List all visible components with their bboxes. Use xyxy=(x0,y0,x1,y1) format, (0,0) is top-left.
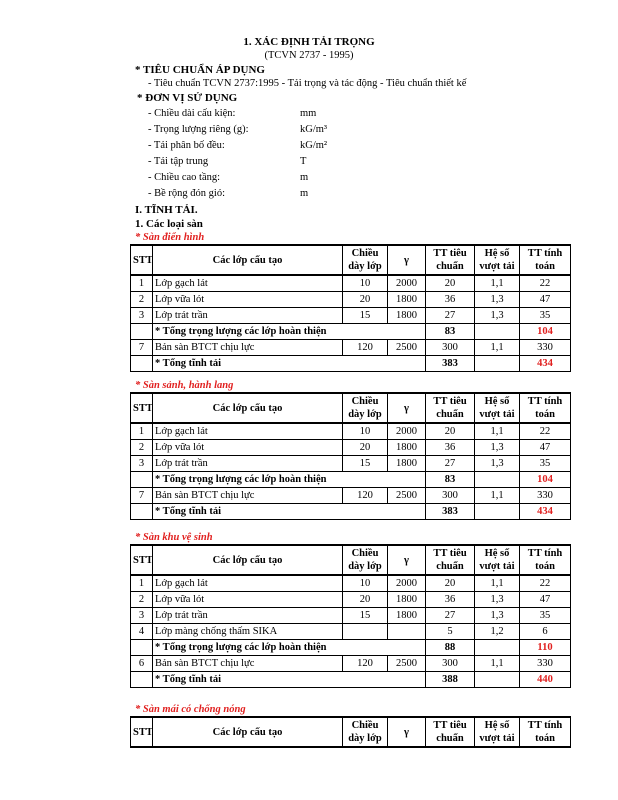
table-cell: 5 xyxy=(426,624,475,640)
finish-total-row xyxy=(131,472,571,488)
table-row xyxy=(131,308,571,324)
table-cell: * Tổng tĩnh tải xyxy=(153,672,426,688)
finish-total-row xyxy=(131,640,571,656)
table-cell xyxy=(475,672,520,688)
table-label: * Sàn điển hình xyxy=(135,232,205,243)
table-cell: 1,1 xyxy=(475,340,520,356)
table-cell xyxy=(131,504,153,520)
table-cell: 2 xyxy=(131,440,153,456)
units-heading: * ĐƠN VỊ SỬ DỤNG xyxy=(137,92,238,104)
header-design-load: TT tính toán xyxy=(520,717,571,747)
table-cell: Lớp màng chống thấm SIKA xyxy=(153,624,343,640)
table-cell: 2500 xyxy=(388,488,426,504)
table-cell: 4 xyxy=(131,624,153,640)
load-table xyxy=(130,392,571,520)
total-row xyxy=(131,504,571,520)
header-stt: STT xyxy=(131,545,153,575)
table-cell: 47 xyxy=(520,592,571,608)
table-cell: 1,3 xyxy=(475,292,520,308)
table-cell: 300 xyxy=(426,488,475,504)
table-cell: 35 xyxy=(520,456,571,472)
table-cell xyxy=(475,356,520,372)
table-cell: 1 xyxy=(131,575,153,592)
unit-label: - Bề rộng đón gió: xyxy=(148,188,225,199)
table-cell: 27 xyxy=(426,308,475,324)
table-cell: Lớp trát trần xyxy=(153,456,343,472)
total-row xyxy=(131,356,571,372)
table-label: * Sàn mái có chống nóng xyxy=(135,704,246,715)
table-cell: 383 xyxy=(426,504,475,520)
table-cell: 440 xyxy=(520,672,571,688)
header-design-load: TT tính toán xyxy=(520,545,571,575)
table-cell: * Tổng tĩnh tải xyxy=(153,504,426,520)
header-stt: STT xyxy=(131,393,153,423)
unit-label: - Tải phân bố đều: xyxy=(148,140,225,151)
table-row xyxy=(131,440,571,456)
table-cell: 83 xyxy=(426,472,475,488)
header-load-factor: Hệ số vượt tải xyxy=(475,545,520,575)
table-cell: 120 xyxy=(343,656,388,672)
table-cell xyxy=(475,324,520,340)
header-layers: Các lớp cấu tạo xyxy=(153,393,343,423)
table-row xyxy=(131,608,571,624)
load-table xyxy=(130,244,571,372)
table-cell: 47 xyxy=(520,292,571,308)
page-title: 1. XÁC ĐỊNH TẢI TRỌNG xyxy=(243,36,375,48)
table-cell: 383 xyxy=(426,356,475,372)
table-cell: 120 xyxy=(343,340,388,356)
table-cell: 36 xyxy=(426,292,475,308)
table-cell: 1,3 xyxy=(475,308,520,324)
unit-value: kG/m² xyxy=(300,140,328,151)
table-cell: Lớp gạch lát xyxy=(153,423,343,440)
table-cell: 2000 xyxy=(388,575,426,592)
table-cell: 1 xyxy=(131,275,153,292)
table-cell: 35 xyxy=(520,308,571,324)
table-cell: Lớp trát trần xyxy=(153,308,343,324)
table-cell: 3 xyxy=(131,608,153,624)
header-standard-load: TT tiêu chuẩn xyxy=(426,717,475,747)
section-heading: I. TĨNH TẢI. xyxy=(135,204,198,216)
table-cell xyxy=(475,472,520,488)
table-cell: 10 xyxy=(343,575,388,592)
header-layers: Các lớp cấu tạo xyxy=(153,717,343,747)
table-cell: Lớp vữa lót xyxy=(153,292,343,308)
header-standard-load: TT tiêu chuẩn xyxy=(426,393,475,423)
table-cell xyxy=(131,672,153,688)
header-thickness: Chiều dày lớp xyxy=(343,393,388,423)
table-cell: 15 xyxy=(343,308,388,324)
unit-label: - Chiều cao tầng: xyxy=(148,172,221,183)
table-cell: 110 xyxy=(520,640,571,656)
table-cell xyxy=(475,640,520,656)
table-cell xyxy=(131,324,153,340)
table-cell: 2500 xyxy=(388,340,426,356)
table-row xyxy=(131,275,571,292)
table-cell: 88 xyxy=(426,640,475,656)
unit-value: kG/m³ xyxy=(300,124,328,135)
table-cell: 47 xyxy=(520,440,571,456)
standard-heading: * TIÊU CHUẨN ÁP DỤNG xyxy=(135,64,265,76)
table-cell: 2000 xyxy=(388,423,426,440)
table-cell: 1800 xyxy=(388,608,426,624)
table-cell xyxy=(131,472,153,488)
header-standard-load: TT tiêu chuẩn xyxy=(426,545,475,575)
table-cell: 10 xyxy=(343,423,388,440)
table-row xyxy=(131,592,571,608)
slab-row xyxy=(131,656,571,672)
table-cell: 1800 xyxy=(388,292,426,308)
header-stt: STT xyxy=(131,245,153,275)
header-layers: Các lớp cấu tạo xyxy=(153,545,343,575)
table-cell: 120 xyxy=(343,488,388,504)
unit-value: m xyxy=(300,172,309,183)
header-thickness: Chiều dày lớp xyxy=(343,717,388,747)
table-header-row xyxy=(131,545,571,575)
header-design-load: TT tính toán xyxy=(520,393,571,423)
table-cell: 1,1 xyxy=(475,656,520,672)
table-cell: Lớp vữa lót xyxy=(153,440,343,456)
slab-row xyxy=(131,340,571,356)
table-cell: 1,2 xyxy=(475,624,520,640)
table-row xyxy=(131,423,571,440)
header-layers: Các lớp cấu tạo xyxy=(153,245,343,275)
table-cell: 6 xyxy=(131,656,153,672)
table-cell: 1,1 xyxy=(475,488,520,504)
table-cell: 300 xyxy=(426,340,475,356)
table-cell: 330 xyxy=(520,656,571,672)
unit-value: m xyxy=(300,188,309,199)
table-header-row xyxy=(131,717,571,747)
header-design-load: TT tính toán xyxy=(520,245,571,275)
header-standard-load: TT tiêu chuẩn xyxy=(426,245,475,275)
table-cell: 2000 xyxy=(388,275,426,292)
table-cell: 1800 xyxy=(388,308,426,324)
table-cell: 20 xyxy=(343,440,388,456)
table-cell: 1,1 xyxy=(475,275,520,292)
table-cell: 388 xyxy=(426,672,475,688)
header-gamma: γ xyxy=(388,245,426,275)
table-cell: 330 xyxy=(520,340,571,356)
table-label: * Sàn sảnh, hành lang xyxy=(135,380,234,391)
table-cell: Lớp trát trần xyxy=(153,608,343,624)
table-cell: 22 xyxy=(520,423,571,440)
table-header-row xyxy=(131,393,571,423)
table-cell: Bản sàn BTCT chịu lực xyxy=(153,488,343,504)
table-cell: 1 xyxy=(131,423,153,440)
table-cell: Lớp vữa lót xyxy=(153,592,343,608)
header-thickness: Chiều dày lớp xyxy=(343,245,388,275)
unit-label: - Tải tập trung xyxy=(148,156,209,167)
table-cell: 27 xyxy=(426,456,475,472)
table-cell: 20 xyxy=(343,592,388,608)
table-cell: 35 xyxy=(520,608,571,624)
total-row xyxy=(131,672,571,688)
table-cell: 15 xyxy=(343,608,388,624)
table-cell: * Tổng trọng lượng các lớp hoàn thiện xyxy=(153,640,426,656)
table-cell: 27 xyxy=(426,608,475,624)
subsection-heading: 1. Các loại sàn xyxy=(135,218,203,230)
header-thickness: Chiều dày lớp xyxy=(343,545,388,575)
table-cell: 36 xyxy=(426,592,475,608)
table-cell: 2500 xyxy=(388,656,426,672)
table-cell: 104 xyxy=(520,324,571,340)
unit-value: T xyxy=(300,156,307,167)
table-cell: * Tổng trọng lượng các lớp hoàn thiện xyxy=(153,324,426,340)
table-cell: Lớp gạch lát xyxy=(153,275,343,292)
finish-total-row xyxy=(131,324,571,340)
table-cell: 3 xyxy=(131,308,153,324)
table-cell: 15 xyxy=(343,456,388,472)
table-cell: 20 xyxy=(426,275,475,292)
table-cell: 6 xyxy=(520,624,571,640)
header-load-factor: Hệ số vượt tải xyxy=(475,717,520,747)
table-cell: 1,3 xyxy=(475,608,520,624)
table-row xyxy=(131,624,571,640)
table-cell: * Tổng tĩnh tải xyxy=(153,356,426,372)
table-cell xyxy=(475,504,520,520)
header-gamma: γ xyxy=(388,717,426,747)
table-cell: Lớp gạch lát xyxy=(153,575,343,592)
table-cell: 434 xyxy=(520,504,571,520)
table-cell: * Tổng trọng lượng các lớp hoàn thiện xyxy=(153,472,426,488)
table-cell: 1800 xyxy=(388,440,426,456)
table-cell xyxy=(131,356,153,372)
table-row xyxy=(131,456,571,472)
table-cell: 10 xyxy=(343,275,388,292)
header-load-factor: Hệ số vượt tải xyxy=(475,393,520,423)
table-cell xyxy=(343,624,388,640)
table-cell xyxy=(131,640,153,656)
table-cell: 3 xyxy=(131,456,153,472)
table-cell: Bản sàn BTCT chịu lực xyxy=(153,340,343,356)
table-cell: 36 xyxy=(426,440,475,456)
unit-label: - Chiều dài cấu kiện: xyxy=(148,108,236,119)
header-gamma: γ xyxy=(388,393,426,423)
page-subtitle: (TCVN 2737 - 1995) xyxy=(264,50,354,61)
table-cell: Bản sàn BTCT chịu lực xyxy=(153,656,343,672)
table-cell: 20 xyxy=(343,292,388,308)
unit-label: - Trọng lượng riêng (g): xyxy=(148,124,249,135)
table-cell: 330 xyxy=(520,488,571,504)
table-cell xyxy=(388,624,426,640)
table-cell: 1,1 xyxy=(475,423,520,440)
table-cell: 22 xyxy=(520,275,571,292)
table-cell: 1800 xyxy=(388,592,426,608)
table-cell: 22 xyxy=(520,575,571,592)
header-load-factor: Hệ số vượt tải xyxy=(475,245,520,275)
standard-line: - Tiêu chuẩn TCVN 2737:1995 - Tải trọng và tác động - Tiêu chuẩn thiết kế xyxy=(148,78,467,89)
table-row xyxy=(131,575,571,592)
unit-value: mm xyxy=(300,108,317,119)
table-header-row xyxy=(131,245,571,275)
table-cell: 104 xyxy=(520,472,571,488)
table-row xyxy=(131,292,571,308)
table-cell: 83 xyxy=(426,324,475,340)
table-cell: 300 xyxy=(426,656,475,672)
table-cell: 2 xyxy=(131,292,153,308)
table-cell: 1,3 xyxy=(475,592,520,608)
slab-row xyxy=(131,488,571,504)
table-cell: 1,3 xyxy=(475,456,520,472)
table-cell: 20 xyxy=(426,575,475,592)
table-cell: 434 xyxy=(520,356,571,372)
header-gamma: γ xyxy=(388,545,426,575)
table-cell: 1800 xyxy=(388,456,426,472)
table-label: * Sàn khu vệ sinh xyxy=(135,532,213,543)
table-cell: 1,3 xyxy=(475,440,520,456)
table-cell: 1,1 xyxy=(475,575,520,592)
table-cell: 7 xyxy=(131,340,153,356)
load-table xyxy=(130,716,571,748)
header-stt: STT xyxy=(131,717,153,747)
table-cell: 2 xyxy=(131,592,153,608)
table-cell: 20 xyxy=(426,423,475,440)
table-cell: 7 xyxy=(131,488,153,504)
load-table xyxy=(130,544,571,688)
